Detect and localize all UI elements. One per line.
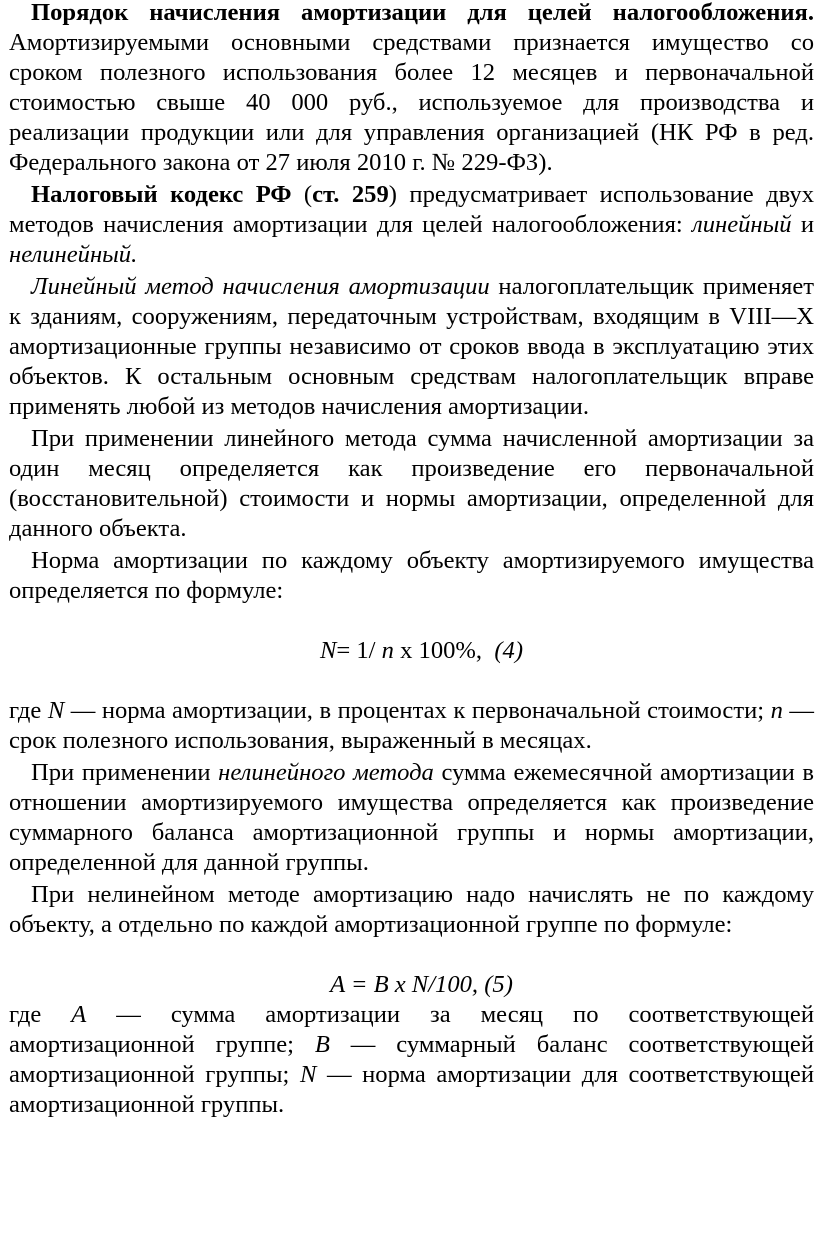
paragraph-linear-calculation: При применении линейного метода сумма начисленной амортизации за один месяц определяется как произведение его первоначальной (восстановительной) стоимости и нормы амортизации, определенной для данного объекта.: [9, 425, 814, 542]
method-linear: линейный: [691, 211, 792, 238]
paragraph-formula-4-legend: где N — норма амортизации, в процентах к первоначальной стоимости; n — срок полезного использования, выраженный в месяцах.: [9, 697, 814, 754]
linear-method-term: Линейный метод начисления амортизации: [31, 273, 490, 300]
paragraph-text: предусматривает использование двух методов начисления амортизации для целей налогообложения:: [9, 181, 814, 238]
paragraph-nonlinear-formula-intro: При нелинейном методе амортизацию надо начислять не по каждому объекту, а отдельно по каждой амортизационной группе по формуле:: [9, 881, 814, 938]
paragraph-text: Амортизируемыми основными средствами признается имущество со сроком полезного использования более 12 месяцев и первоначальной стоимостью свыше 40 000 руб., используемое для производства и реализации продукции или для управления организацией (НК РФ в ред. Федерального закона от 27 июля 2010 г. № 229-ФЗ).: [9, 29, 814, 176]
paragraph-nonlinear-method: При применении нелинейного метода сумма ежемесячной амортизации в отношении амортизируемого имущества определяется как произведение суммарного баланса амортизационной группы и нормы амортизации, определенной для данной группы.: [9, 759, 814, 876]
paragraph-text: сумма ежемесячной амортизации в отношении амортизируемого имущества определяется как произведение суммарного баланса амортизационной группы и нормы амортизации, определенной для данной группы.: [9, 759, 814, 876]
section-heading: Порядок начисления амортизации для целей налогообложения.: [31, 0, 814, 26]
paragraph-depreciation-order: [9, 0, 814, 178]
formula-5: A = B x N/100, (5): [330, 971, 513, 998]
paragraph-norm-formula-intro: Норма амортизации по каждому объекту амортизируемого имущества определяется по формуле:: [9, 547, 814, 604]
paragraph-text: налогоплательщик применяет к зданиям, сооружениям, передаточным устройствам, входящим в VIII—X амортизационные группы независимо от сроков ввода в эксплуатацию этих объектов. К остальным основным средствам налогоплательщик вправе применять любой из методов начисления амортизации.: [9, 273, 814, 420]
paragraph-tax-code: Налоговый кодекс РФ (ст. 259) предусматривает использование двух методов начисления амортизации для целей налогообложения: линейный и нелинейный.: [9, 181, 814, 268]
paragraph-linear-method: [9, 272, 814, 422]
formula-4: N= 1/ n x 100%, (4): [319, 637, 524, 664]
formula-var-n: n: [381, 637, 394, 664]
formula-number: (4): [494, 637, 524, 664]
nonlinear-method-term: нелинейного метода: [218, 759, 434, 786]
tax-code-title: Налоговый кодекс РФ: [31, 181, 292, 208]
paragraph-formula-5-legend: где A — сумма амортизации за месяц по соответствующей амортизационной группе; B — суммарный баланс соответствующей амортизационной группы; N — норма амортизации для соответствующей амортизационной группы.: [9, 1001, 814, 1118]
method-nonlinear: нелинейный.: [9, 241, 138, 268]
article-reference: ст. 259: [312, 181, 389, 208]
formula-var-N: N: [319, 637, 337, 664]
